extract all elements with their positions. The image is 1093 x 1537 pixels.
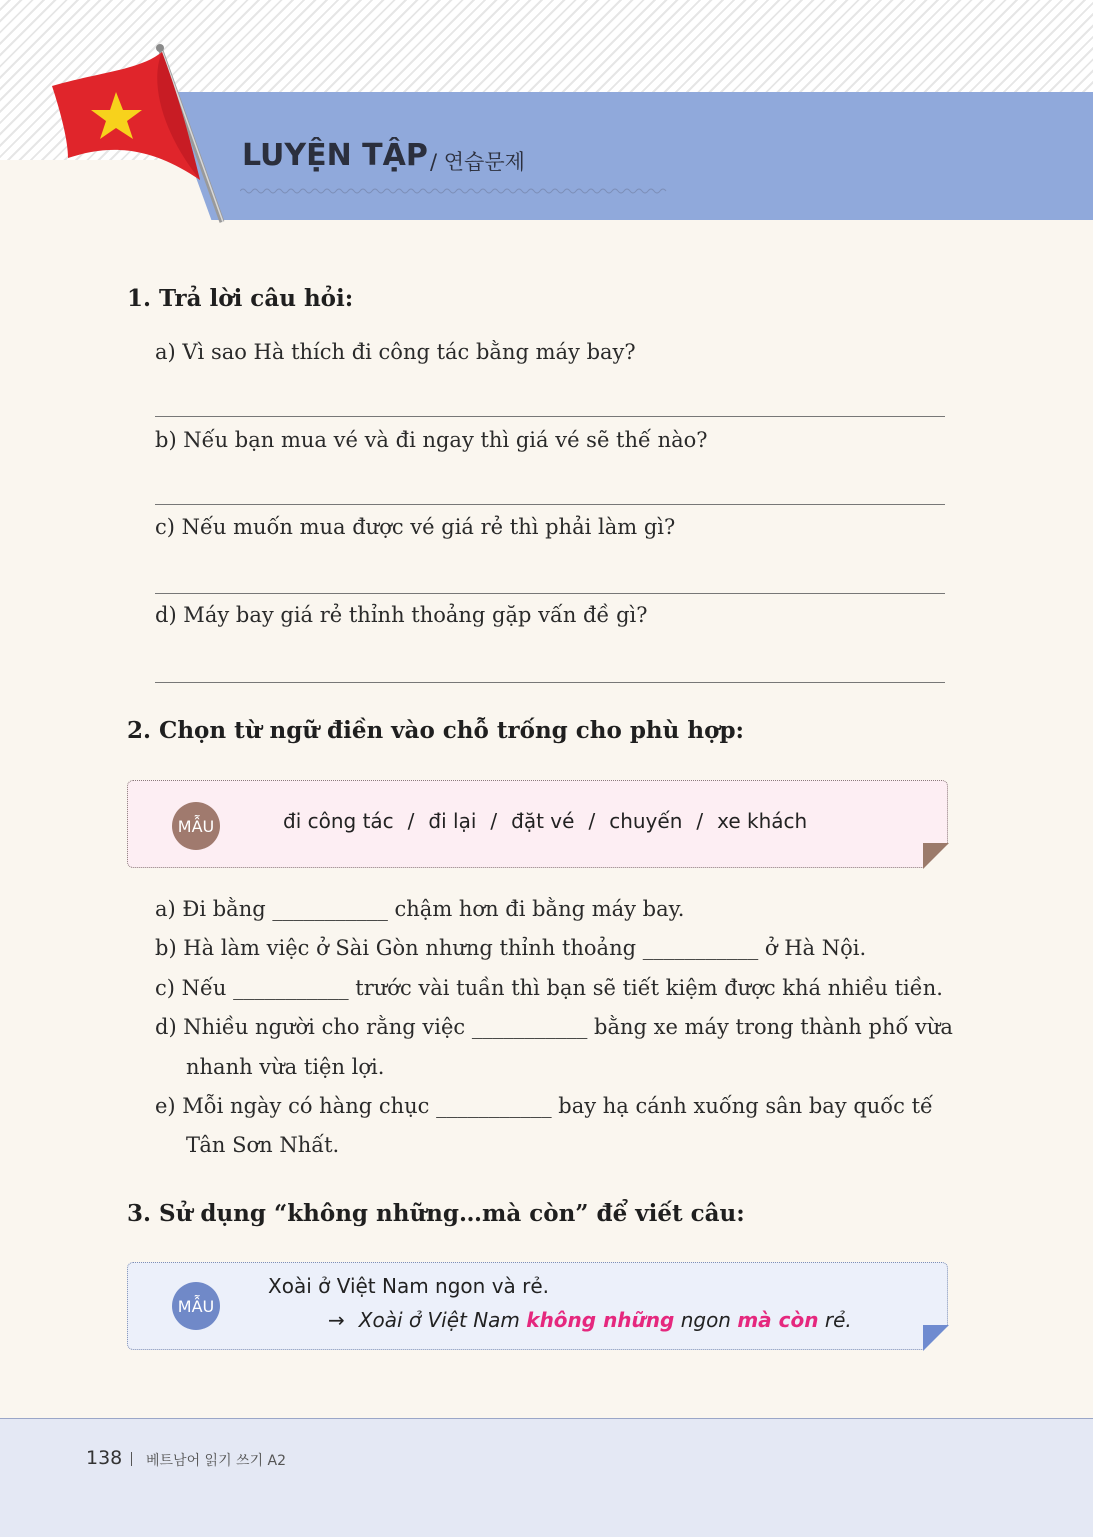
word-bank xyxy=(283,809,807,833)
answer-line-b[interactable] xyxy=(155,504,945,505)
word-bank-item: đi công tác xyxy=(283,809,394,833)
example-source-sentence: Xoài ở Việt Nam ngon và rẻ. xyxy=(268,1274,550,1298)
folded-corner-icon xyxy=(923,843,949,869)
word-separator: / xyxy=(407,809,415,833)
question-a: a) Vì sao Hà thích đi công tác bằng máy bay? xyxy=(155,340,636,364)
vietnam-flag-icon xyxy=(40,40,240,230)
example-text: Xoài ở Việt Nam xyxy=(358,1308,527,1332)
example-text: rẻ. xyxy=(818,1308,852,1332)
highlight-khong-nhung: không những xyxy=(526,1308,675,1332)
wavy-underline xyxy=(240,186,668,196)
section3-heading: 3. Sử dụng “không những…mà còn” để viết câu: xyxy=(127,1200,745,1227)
book-title: 베트남어 읽기 쓰기 A2 xyxy=(146,1453,287,1469)
answer-line-a[interactable] xyxy=(155,416,945,417)
word-bank-item: đặt vé xyxy=(511,809,575,833)
fill-sentence-d: d) Nhiều người cho rằng việc ___________ bằng xe máy trong thành phố vừa xyxy=(155,1015,953,1039)
question-c: c) Nếu muốn mua được vé giá rẻ thì phải làm gì? xyxy=(155,515,676,539)
word-separator: / xyxy=(696,809,704,833)
word-separator: / xyxy=(490,809,498,833)
answer-line-d[interactable] xyxy=(155,682,945,683)
word-bank-item: xe khách xyxy=(717,809,808,833)
footer-divider xyxy=(131,1452,132,1466)
section1-heading: 1. Trả lời câu hỏi: xyxy=(127,285,354,312)
word-bank-item: đi lại xyxy=(428,809,477,833)
highlight-ma-con: mà còn xyxy=(737,1308,819,1332)
fill-sentence-b: b) Hà làm việc ở Sài Gòn nhưng thỉnh thoảng ___________ ở Hà Nội. xyxy=(155,936,867,960)
word-bank-box xyxy=(127,780,948,868)
answer-line-c[interactable] xyxy=(155,593,945,594)
example-badge: MẪU xyxy=(172,802,220,850)
section2-heading: 2. Chọn từ ngữ điền vào chỗ trống cho phù hợp: xyxy=(127,717,745,744)
page-number: 138 xyxy=(86,1447,123,1469)
fill-sentence-c: c) Nếu ___________ trước vài tuần thì bạn sẽ tiết kiệm được khá nhiều tiền. xyxy=(155,976,943,1000)
fill-sentence-a: a) Đi bằng ___________ chậm hơn đi bằng máy bay. xyxy=(155,897,685,921)
question-b: b) Nếu bạn mua vé và đi ngay thì giá vé sẽ thế nào? xyxy=(155,428,708,452)
word-bank-item: chuyến xyxy=(609,809,683,833)
fill-sentence-d-continued: nhanh vừa tiện lợi. xyxy=(186,1055,385,1079)
page-subtitle: / 연습문제 xyxy=(430,150,525,174)
folded-corner-icon xyxy=(923,1325,949,1351)
page-footer xyxy=(0,1418,1093,1537)
fill-sentence-e-continued: Tân Sơn Nhất. xyxy=(186,1133,340,1157)
question-d: d) Máy bay giá rẻ thỉnh thoảng gặp vấn đề gì? xyxy=(155,603,648,627)
fill-sentence-e: e) Mỗi ngày có hàng chục ___________ bay hạ cánh xuống sân bay quốc tế xyxy=(155,1094,933,1118)
example-box xyxy=(127,1262,948,1350)
word-separator: / xyxy=(588,809,596,833)
example-text: ngon xyxy=(674,1308,738,1332)
arrow-right-icon: → xyxy=(328,1308,345,1332)
example-result-sentence xyxy=(328,1308,852,1332)
page-title: LUYỆN TẬP xyxy=(242,138,428,173)
example-badge: MẪU xyxy=(172,1282,220,1330)
